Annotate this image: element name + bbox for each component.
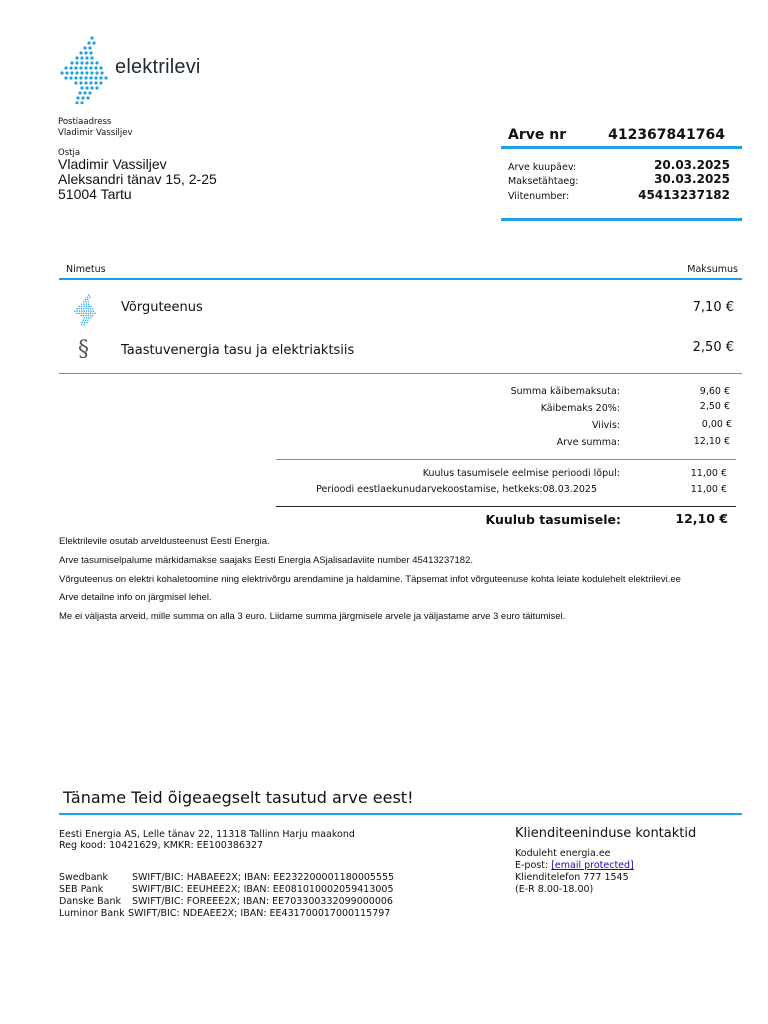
contacts-title: Klienditeeninduse kontaktid [515, 826, 697, 841]
contacts-phone: Klienditelefon 777 1545 [515, 872, 629, 883]
contacts-email-row [515, 860, 634, 872]
contacts-hours: (E-R 8.00-18.00) [515, 884, 594, 895]
invoice-number: 412367841764 [608, 127, 725, 143]
summary-value: 0,00 € [701, 419, 732, 430]
due-divider [276, 506, 736, 507]
balance-label: Kuulus tasumisele eelmise perioodi lõpul: [422, 468, 620, 479]
item-name: Taastuvenergia tasu ja elektriaktsiis [121, 343, 355, 358]
balance-value: 11,00 € [690, 484, 727, 495]
bank-name: Danske Bank [59, 896, 121, 907]
summary-divider [276, 459, 736, 460]
reference-label: Viitenumber: [508, 191, 570, 202]
item-name: Võrguteenus [121, 300, 203, 315]
summary-value: 9,60 € [699, 386, 730, 397]
lightning-icon [74, 294, 98, 326]
summary-label: Käibemaks 20%: [540, 403, 620, 414]
bank-details: SWIFT/BIC: FOREEE2X; IBAN: EE703300332099000006 [132, 896, 393, 907]
table-bottom-line [59, 373, 742, 374]
info-line: Arve tasumiselpalume märkidamakse saajaks Eesti Energia ASjalisadaviite number 45413237182. [59, 555, 474, 566]
section-icon: § [78, 337, 89, 362]
brand-name: elektrilevi [115, 56, 201, 78]
invoice-divider-bottom [501, 218, 742, 221]
summary-label: Arve summa: [556, 437, 620, 448]
invoice-date: 20.03.2025 [654, 158, 730, 172]
balance-value: 11,00 € [690, 468, 727, 479]
invoice-title: Arve nr [508, 127, 567, 143]
amount-due-value: 12,10 € [675, 511, 728, 526]
invoice-date-label: Arve kuupäev: [508, 162, 577, 173]
info-line: Arve detailne info on järgmisel lehel. [59, 592, 212, 603]
company-address: Eesti Energia AS, Lelle tänav 22, 11318 Tallinn Harju maakond [59, 829, 355, 840]
company-reg: Reg kood: 10421629, KMKR: EE100386327 [59, 840, 264, 851]
info-line: Võrguteenus on elektri kohaletoomine ning elektrivõrgu arendamine ja haldamine. Täpsemat infot võrguteenuse kohta leiate kodulehelt elektrilevi.ee [59, 574, 681, 585]
balance-label: Perioodi eestlaekunudarvekoostamise, hetkeks:08.03.2025 [316, 484, 597, 495]
buyer-label: Ostja [58, 148, 81, 158]
bank-details: SWIFT/BIC: HABAEE2X; IBAN: EE232200001180005555 [132, 872, 395, 883]
info-line: Elektrilevile osutab arveldusteenust Eesti Energia. [59, 536, 270, 547]
buyer-city: 51004 Tartu [58, 186, 132, 202]
summary-label: Summa käibemaksuta: [510, 386, 620, 397]
postal-name: Vladimir Vassiljev [58, 128, 133, 138]
bank-details: SWIFT/BIC: NDEAEE2X; IBAN: EE431700017000115797 [128, 908, 391, 919]
email-link[interactable]: [email protected] [551, 860, 634, 871]
column-amount-header: Maksumus [687, 264, 738, 275]
summary-label: Viivis: [592, 420, 620, 431]
summary-value: 2,50 € [699, 401, 730, 412]
due-date: 30.03.2025 [654, 172, 730, 186]
due-date-label: Maksetähtaeg: [508, 176, 579, 187]
reference-number: 45413237182 [638, 188, 730, 202]
item-amount: 2,50 € [692, 340, 734, 355]
bank-name: Swedbank [59, 872, 109, 883]
column-name-header: Nimetus [66, 264, 106, 275]
table-header-line [59, 278, 742, 280]
item-amount: 7,10 € [692, 300, 734, 315]
postal-label: Postiaadress [58, 117, 112, 127]
info-line: Me ei väljasta arveid, mille summa on alla 3 euro. Liidame summa järgmisele arvele ja väljastame arve 3 euro täitumisel. [59, 611, 566, 622]
thanks-divider [59, 813, 742, 815]
amount-due-label: Kuulub tasumisele: [485, 512, 621, 527]
summary-value: 12,10 € [693, 436, 730, 447]
contacts-homepage: Koduleht energia.ee [515, 848, 611, 859]
bank-details: SWIFT/BIC: EEUHEE2X; IBAN: EE081010002059413005 [132, 884, 394, 895]
bank-name: SEB Pank [59, 884, 104, 895]
email-label: E-post: [515, 860, 549, 871]
buyer-name: Vladimir Vassiljev [58, 156, 167, 172]
buyer-street: Aleksandri tänav 15, 2-25 [58, 171, 217, 187]
invoice-divider-top [501, 146, 742, 149]
thanks-message: Täname Teid õigeaegselt tasutud arve eest! [63, 788, 414, 807]
bank-name: Luminor Bank [59, 908, 125, 919]
